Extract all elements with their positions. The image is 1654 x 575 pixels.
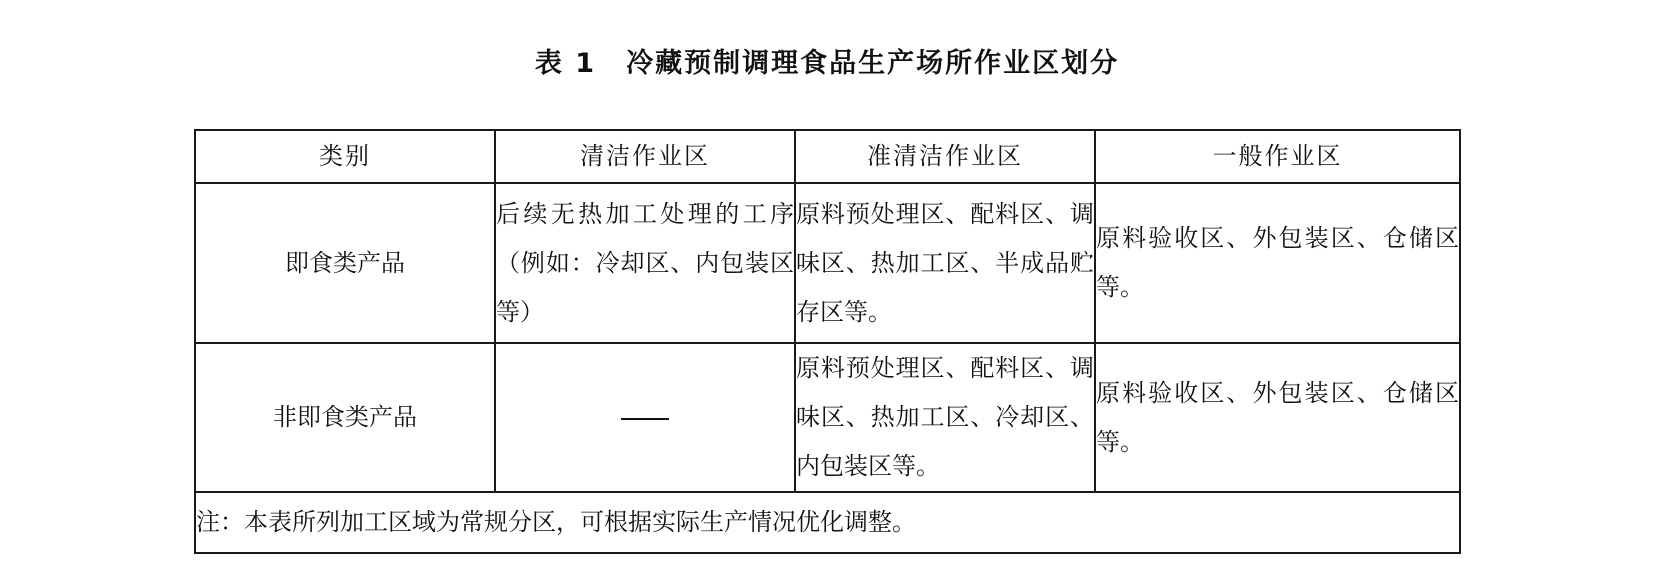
general-zone-cell: 原料验收区、外包装区、仓储区等。 xyxy=(1095,183,1460,343)
table-note: 注：本表所列加工区域为常规分区，可根据实际生产情况优化调整。 xyxy=(195,492,1460,553)
table-caption: 冷藏预制调理食品生产场所作业区划分 xyxy=(626,48,1120,79)
header-semi-clean-zone: 准清洁作业区 xyxy=(795,130,1095,183)
work-zone-table xyxy=(194,129,1461,554)
header-general-zone: 一般作业区 xyxy=(1095,130,1460,183)
header-category: 类别 xyxy=(195,130,495,183)
dash-placeholder xyxy=(621,418,669,420)
general-zone-cell: 原料验收区、外包装区、仓储区等。 xyxy=(1095,343,1460,492)
semi-clean-zone-cell: 原料预处理区、配料区、调味区、热加工区、半成品贮存区等。 xyxy=(795,183,1095,343)
table-number: 表 1 xyxy=(534,48,597,79)
category-cell: 即食类产品 xyxy=(195,183,495,343)
header-clean-zone: 清洁作业区 xyxy=(495,130,795,183)
table-note-row xyxy=(195,492,1460,553)
category-cell: 非即食类产品 xyxy=(195,343,495,492)
table-header-row xyxy=(195,130,1460,183)
clean-zone-cell xyxy=(495,343,795,492)
table-title xyxy=(0,42,1654,86)
table-row xyxy=(195,183,1460,343)
table-row xyxy=(195,343,1460,492)
semi-clean-zone-cell: 原料预处理区、配料区、调味区、热加工区、冷却区、内包装区等。 xyxy=(795,343,1095,492)
clean-zone-cell: 后续无热加工处理的工序（例如：冷却区、内包装区等） xyxy=(495,183,795,343)
